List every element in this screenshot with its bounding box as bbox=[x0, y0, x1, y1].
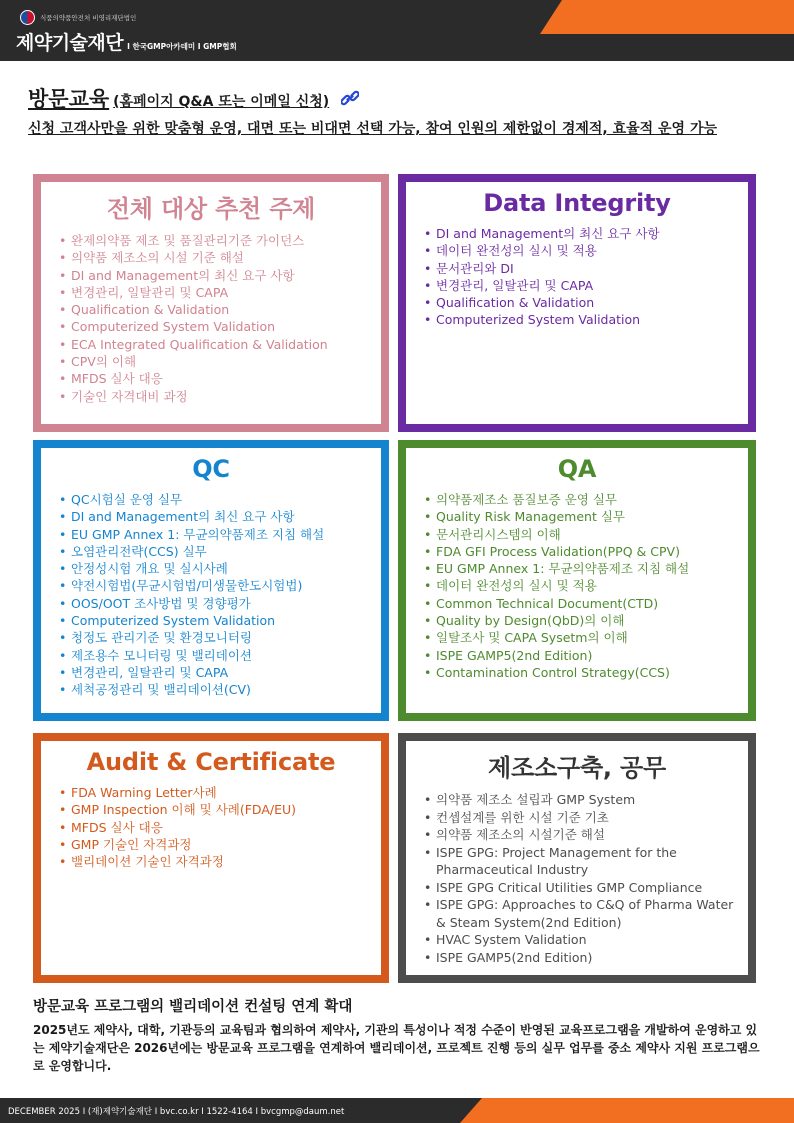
topic-item: • 변경관리, 일탈관리 및 CAPA bbox=[424, 277, 742, 294]
topic-item: • OOS/OOT 조사방법 및 경향평가 bbox=[59, 595, 375, 612]
footer-accent-stripe bbox=[482, 1098, 794, 1123]
topic-item: • CPV의 이해 bbox=[59, 353, 375, 370]
topic-item: • EU GMP Annex 1: 무균의약품제조 지침 해설 bbox=[424, 560, 742, 577]
topic-item: • Qualification & Validation bbox=[59, 301, 375, 318]
note-body: 2025년도 제약사, 대학, 기관등의 교육팀과 협의하여 제약사, 기관의 특성이나 적정 수준이 반영된 교육프로그램을 개발하여 운영하고 있는 제약기술재단은 2026년에는 방문교육 프로그램을 연계하여 밸리데이션, 프로젝트 진행 등의 실무 업무를 중소 제약사 지원 프로그램으로 운영합니다. bbox=[33, 1023, 760, 1073]
topic-item: • 문서관리와 DI bbox=[424, 260, 742, 277]
topic-item: • 문서관리시스템의 이해 bbox=[424, 526, 742, 543]
brand-row bbox=[16, 28, 237, 55]
footer-bar bbox=[0, 1098, 794, 1123]
topic-item: • DI and Management의 최신 요구 사항 bbox=[424, 225, 742, 242]
topic-item: • 기술인 자격대비 과정 bbox=[59, 388, 375, 405]
topic-item: • GMP 기술인 자격과정 bbox=[59, 836, 375, 853]
panel-title: Data Integrity bbox=[483, 189, 671, 217]
panel-title: 전체 대상 추천 주제 bbox=[106, 195, 316, 223]
topic-item: • Common Technical Document(CTD) bbox=[424, 595, 742, 612]
intro-title bbox=[28, 83, 768, 113]
topic-item: • 세척공정관리 및 밸리데이션(CV) bbox=[59, 681, 375, 698]
topic-item: • 의약품제조소 품질보증 운영 실무 bbox=[424, 491, 742, 508]
intro-section bbox=[28, 83, 768, 139]
intro-title-main: 방문교육 bbox=[28, 87, 110, 111]
topic-list bbox=[41, 232, 381, 405]
topic-item: • 청정도 관리기준 및 환경모니터링 bbox=[59, 629, 375, 646]
panel-recommended-topics bbox=[33, 174, 389, 432]
panel-title: 제조소구축, 공무 bbox=[488, 754, 666, 782]
topic-list bbox=[41, 491, 381, 699]
link-icon[interactable] bbox=[341, 90, 359, 110]
brand-title: 제약기술재단 bbox=[16, 32, 124, 54]
topic-item: • ISPE GPG: Project Management for the Pharmaceutical Industry bbox=[424, 844, 742, 879]
topic-item: • MFDS 실사 대응 bbox=[59, 819, 375, 836]
topic-item: • HVAC System Validation bbox=[424, 931, 742, 949]
topic-item: • DI and Management의 최신 요구 사항 bbox=[59, 508, 375, 525]
panel-data-integrity bbox=[398, 174, 756, 432]
topic-item: • ECA Integrated Qualification & Validation bbox=[59, 336, 375, 353]
consulting-note bbox=[33, 995, 763, 1075]
topic-item: • Qualification & Validation bbox=[424, 294, 742, 311]
topic-item: • MFDS 실사 대응 bbox=[59, 370, 375, 387]
topic-item: • FDA GFI Process Validation(PPQ & CPV) bbox=[424, 543, 742, 560]
topic-item: • ISPE GPG Critical Utilities GMP Compliance bbox=[424, 879, 742, 897]
topic-item: • Contamination Control Strategy(CCS) bbox=[424, 664, 742, 681]
org-logo-row bbox=[20, 10, 136, 25]
topic-list bbox=[406, 225, 748, 329]
intro-description: 신청 고객사만을 위한 맞춤형 운영, 대면 또는 비대면 선택 가능, 참여 인원의 제한없이 경제적, 효율적 운영 가능 bbox=[28, 121, 717, 137]
topic-item: • QC시험실 운영 실무 bbox=[59, 491, 375, 508]
topic-item: • 변경관리, 일탈관리 및 CAPA bbox=[59, 284, 375, 301]
topic-item: • Computerized System Validation bbox=[424, 311, 742, 328]
topic-item: • 밸리데이션 기술인 자격과정 bbox=[59, 853, 375, 870]
topic-item: • 완제의약품 제조 및 품질관리기준 가이던스 bbox=[59, 232, 375, 249]
topic-item: • 안정성시험 개요 및 실시사례 bbox=[59, 560, 375, 577]
topic-item: • ISPE GAMP5(2nd Edition) bbox=[424, 647, 742, 664]
topic-item: • 약전시험법(무균시험법/미생물한도시험법) bbox=[59, 577, 375, 594]
topic-item: • Quality by Design(QbD)의 이해 bbox=[424, 612, 742, 629]
note-title: 방문교육 프로그램의 밸리데이션 컨설팅 연계 확대 bbox=[33, 999, 353, 1015]
footer-contact: DECEMBER 2025 I (재)제약기술재단 I bvc.co.kr I 1522-4164 I bvcgmp@daum.net bbox=[8, 1107, 345, 1117]
topic-item: • 데이터 완전성의 실시 및 적용 bbox=[424, 242, 742, 259]
topic-item: • 데이터 완전성의 실시 및 적용 bbox=[424, 577, 742, 594]
org-name: 식품의약품안전처 비영리재단법인 bbox=[40, 14, 137, 22]
panel-title: QA bbox=[557, 455, 597, 483]
topic-item: • 일탈조사 및 CAPA Sysetm의 이해 bbox=[424, 629, 742, 646]
topic-item: • 의약품 제조소의 시설기준 해설 bbox=[424, 826, 742, 844]
intro-title-sub: (홈페이지 Q&A 또는 이메일 신청) bbox=[113, 94, 330, 110]
topic-item: • 제조용수 모니터링 및 밸리데이션 bbox=[59, 647, 375, 664]
topic-item: • DI and Management의 최신 요구 사항 bbox=[59, 267, 375, 284]
topic-list bbox=[406, 791, 748, 966]
topic-item: • Computerized System Validation bbox=[59, 318, 375, 335]
panel-audit-certificate bbox=[33, 733, 389, 983]
panel-qa bbox=[398, 440, 756, 721]
topic-list bbox=[41, 784, 381, 870]
topic-item: • GMP Inspection 이해 및 사례(FDA/EU) bbox=[59, 801, 375, 818]
topic-item: • ISPE GAMP5(2nd Edition) bbox=[424, 949, 742, 967]
panel-title: Audit & Certificate bbox=[86, 748, 336, 776]
header-bar bbox=[0, 0, 794, 61]
topic-list bbox=[406, 491, 748, 681]
brand-subtitle: I 한국GMP아카데미 I GMP협회 bbox=[127, 42, 237, 51]
topic-item: • Computerized System Validation bbox=[59, 612, 375, 629]
topic-item: • 오염관리전략(CCS) 실무 bbox=[59, 543, 375, 560]
topic-item: • FDA Warning Letter사례 bbox=[59, 784, 375, 801]
panel-qc bbox=[33, 440, 389, 721]
topic-item: • 변경관리, 일탈관리 및 CAPA bbox=[59, 664, 375, 681]
topic-item: • EU GMP Annex 1: 무균의약품제조 지침 해설 bbox=[59, 526, 375, 543]
topic-item: • Quality Risk Management 실무 bbox=[424, 508, 742, 525]
topic-item: • 컨셉설계를 위한 시설 기준 기초 bbox=[424, 809, 742, 827]
topic-item: • 의약품 제조소의 시설 기준 해설 bbox=[59, 249, 375, 266]
panel-facility-engineering bbox=[398, 733, 756, 983]
header-accent-stripe bbox=[562, 0, 794, 34]
topic-item: • 의약품 제조소 설립과 GMP System bbox=[424, 791, 742, 809]
panel-title: QC bbox=[192, 455, 230, 483]
foundation-emblem-icon bbox=[20, 10, 35, 25]
topic-item: • ISPE GPG: Approaches to C&Q of Pharma Water & Steam System(2nd Edition) bbox=[424, 896, 742, 931]
